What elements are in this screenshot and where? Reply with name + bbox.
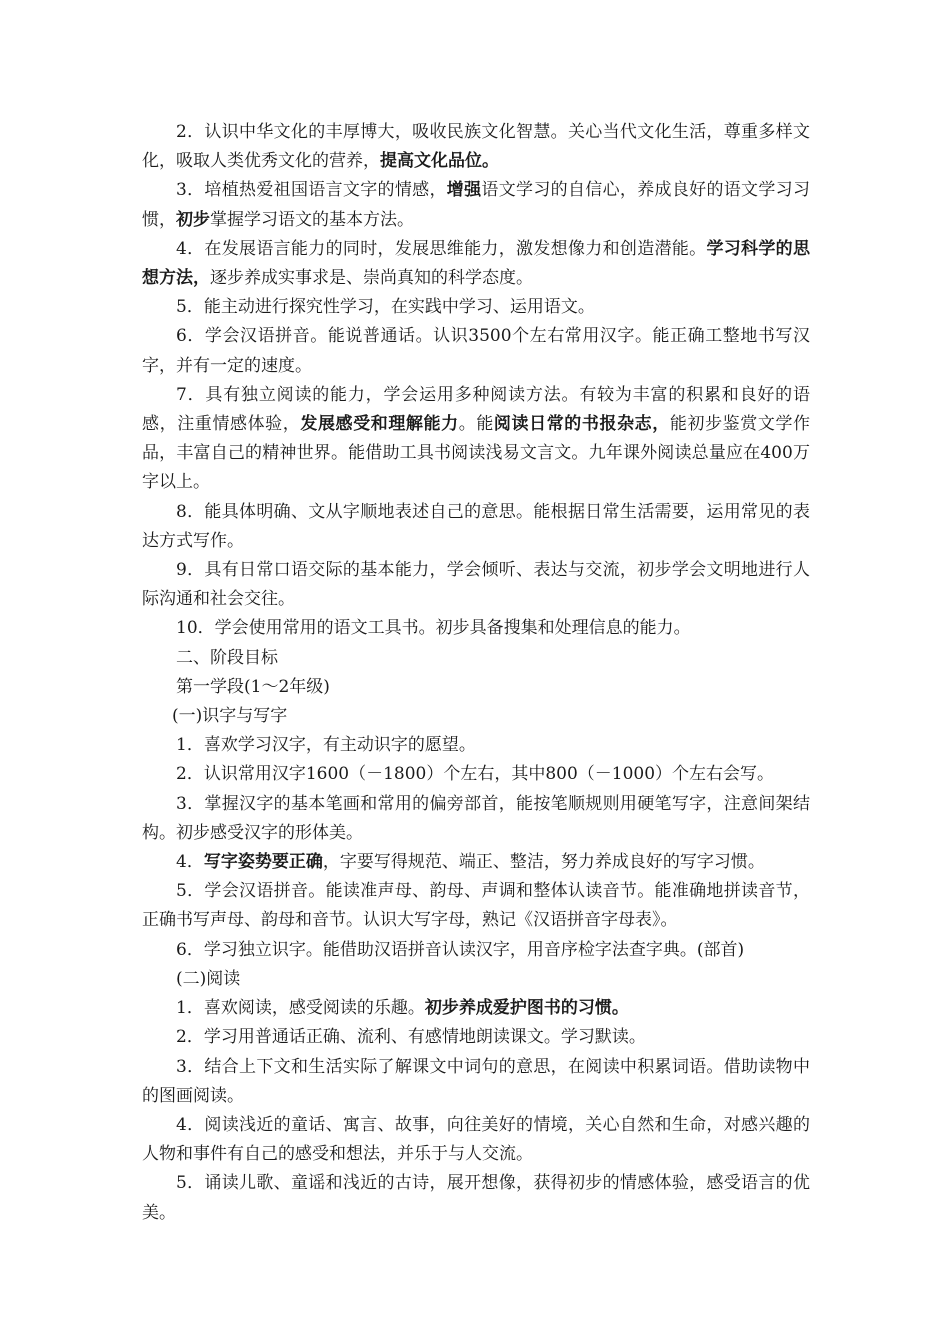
- paragraph: [142, 293, 810, 322]
- paragraph: [142, 118, 810, 176]
- text-segment: 8．能具体明确、文从字顺地表述自己的意思。能根据日常生活需要，运用常见的表达方式写作。: [142, 501, 810, 551]
- paragraph: [142, 936, 810, 965]
- paragraph: [142, 1169, 810, 1227]
- text-segment: 1．喜欢阅读，感受阅读的乐趣。: [176, 998, 425, 1019]
- text-segment: (一)识字与写字: [172, 706, 288, 727]
- text-segment: 第一学段(1～2年级): [176, 676, 330, 697]
- document-page: [142, 118, 810, 1228]
- paragraph: [142, 381, 810, 498]
- text-segment: 5．学会汉语拼音。能读准声母、韵母、声调和整体认读音节。能准确地拼读音节，正确书写声母、韵母和音节。认识大写字母，熟记《汉语拼音字母表》。: [142, 881, 810, 931]
- paragraph: [142, 848, 810, 877]
- bold-text-segment: 学习科学的思想方法，: [142, 238, 810, 289]
- text-segment: 9．具有日常口语交际的基本能力，学会倾听、表达与交流，初步学会文明地进行人际沟通和社会交往。: [142, 560, 810, 610]
- text-segment: 5．能主动进行探究性学习，在实践中学习、运用语文。: [176, 297, 595, 318]
- text-segment: 5．诵读儿歌、童谣和浅近的古诗，展开想像，获得初步的情感体验，感受语言的优美。: [142, 1173, 810, 1223]
- paragraph: [142, 644, 810, 673]
- bold-text-segment: 提高文化品位。: [380, 151, 499, 172]
- text-segment: 10．学会使用常用的语文工具书。初步具备搜集和处理信息的能力。: [176, 618, 691, 639]
- text-segment: 3．结合上下文和生活实际了解课文中词句的意思，在阅读中积累词语。借助读物中的图画阅读。: [142, 1056, 810, 1106]
- paragraph: [142, 1111, 810, 1169]
- text-segment: 语文学习的自信心，养成良好的语文学习习惯，: [142, 180, 810, 230]
- paragraph: [142, 673, 810, 702]
- text-segment: 6．学习独立识字。能借助汉语拼音认读汉字，用音序检字法查字典。(部首): [176, 939, 745, 960]
- paragraph: [142, 498, 810, 556]
- text-segment: 2．认识常用汉字1600（－1800）个左右，其中800（－1000）个左右会写。: [176, 764, 775, 785]
- text-segment: 二、阶段目标: [176, 647, 278, 668]
- text-segment: 能初步鉴赏文学作品，丰富自己的精神世界。能借助工具书阅读浅易文言文。九年课外阅读总量应在400万字以上。: [142, 414, 811, 493]
- paragraph: [142, 1023, 810, 1052]
- text-segment: 1．喜欢学习汉字，有主动识字的愿望。: [176, 735, 476, 756]
- text-segment: 逐步养成实事求是、崇尚真知的科学态度。: [210, 268, 533, 289]
- bold-text-segment: 增强: [446, 180, 482, 201]
- text-segment: 4．在发展语言能力的同时，发展思维能力，激发想像力和创造潜能。: [176, 238, 707, 259]
- paragraph: [142, 965, 810, 994]
- paragraph: [142, 1053, 810, 1111]
- text-segment: 4．: [176, 852, 204, 873]
- text-segment: 3．培植热爱祖国语言文字的情感，: [176, 180, 447, 201]
- text-segment: 7．具有独立阅读的能力，学会运用多种阅读方法。有较为丰富的积累和良好的语感，注重情感体验，: [142, 384, 810, 435]
- paragraph: [142, 614, 810, 643]
- text-segment: ，字要写得规范、端正、整洁，努力养成良好的写字习惯。: [322, 852, 765, 873]
- text-segment: (二)阅读: [176, 968, 241, 989]
- paragraph: [142, 877, 810, 935]
- bold-text-segment: 写字姿势要正确: [203, 852, 323, 873]
- paragraph: [142, 790, 810, 848]
- paragraph: [142, 176, 810, 234]
- bold-text-segment: 发展感受和理解能力: [300, 414, 459, 435]
- paragraph: [142, 994, 810, 1023]
- text-segment: 3．掌握汉字的基本笔画和常用的偏旁部首，能按笔顺规则用硬笔写字，注意间架结构。初步感受汉字的形体美。: [142, 793, 810, 843]
- text-segment: 6．学会汉语拼音。能说普通话。认识3500个左右常用汉字。能正确工整地书写汉字，并有一定的速度。: [142, 326, 810, 376]
- paragraph: [142, 556, 810, 614]
- bold-text-segment: 阅读日常的书报杂志，: [493, 414, 670, 435]
- text-segment: 掌握学习语文的基本方法。: [210, 209, 414, 230]
- paragraph: [142, 702, 810, 731]
- bold-text-segment: 初步养成爱护图书的习惯。: [424, 998, 629, 1019]
- paragraph: [142, 235, 810, 293]
- text-segment: 4．阅读浅近的童话、寓言、故事，向往美好的情境，关心自然和生命，对感兴趣的人物和事件有自己的感受和想法，并乐于与人交流。: [142, 1114, 810, 1165]
- paragraph: [142, 760, 810, 789]
- text-segment: 2．学习用普通话正确、流利、有感情地朗读课文。学习默读。: [176, 1027, 646, 1048]
- paragraph: [142, 322, 810, 380]
- text-segment: 。能: [458, 414, 494, 435]
- paragraph: [142, 731, 810, 760]
- bold-text-segment: 初步: [176, 209, 210, 230]
- text-segment: 2．认识中华文化的丰厚博大，吸收民族文化智慧。关心当代文化生活，尊重多样文化，吸取人类优秀文化的营养，: [142, 122, 810, 172]
